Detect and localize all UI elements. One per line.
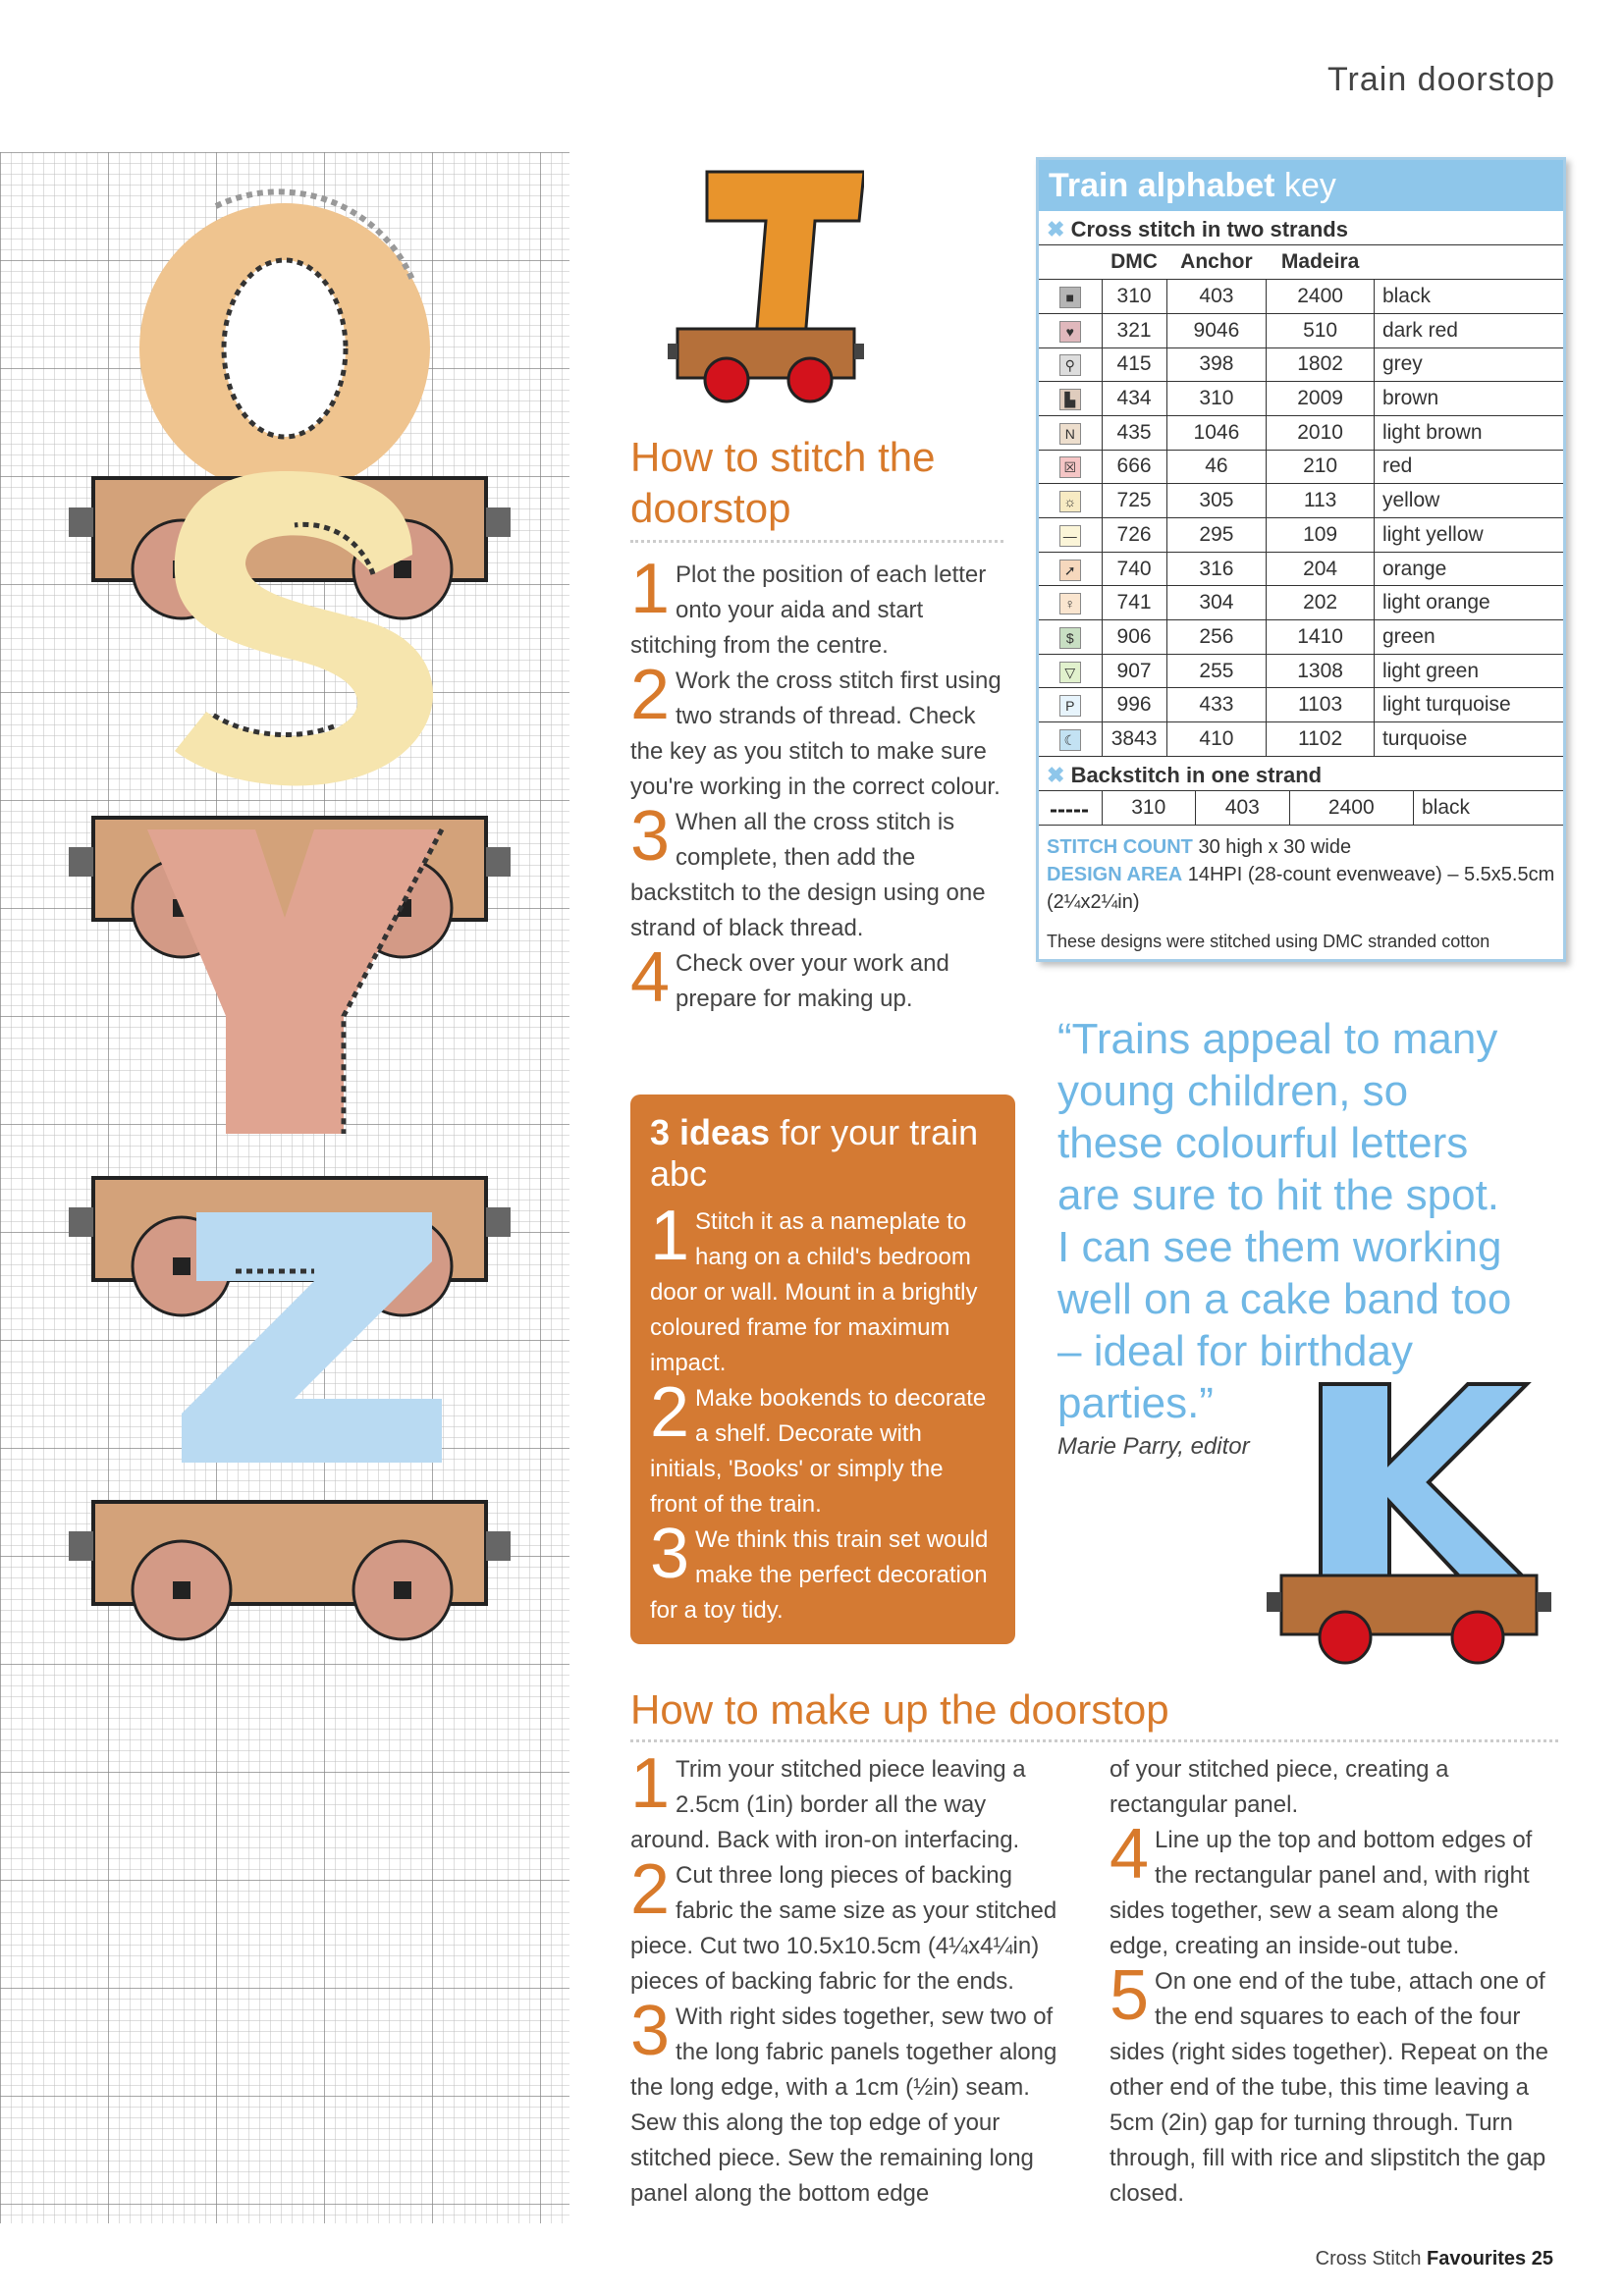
step-text: When all the cross stitch is complete, then add the backstitch to the design using one strand of black thread. xyxy=(630,809,986,941)
table-row xyxy=(1039,552,1563,586)
step-text: Work the cross stitch first using two strands of thread. Check the key as you stitch to make sure you're working in the correct colour. xyxy=(630,667,1001,800)
cell-madeira: 2400 xyxy=(1289,791,1413,826)
cell-anchor: 9046 xyxy=(1166,313,1267,347)
idea-number: 3 xyxy=(650,1515,690,1593)
cell-anchor: 433 xyxy=(1166,688,1267,722)
cell-name: yellow xyxy=(1374,484,1563,518)
cell-madeira: 1802 xyxy=(1267,347,1375,382)
table-row xyxy=(1039,313,1563,347)
train-letter-k-illustration xyxy=(1262,1364,1556,1679)
stitch-step xyxy=(630,938,1003,1017)
cell-name: light turquoise xyxy=(1374,688,1563,722)
cross-stitch-label: ✖ Cross stitch in two strands xyxy=(1039,211,1563,245)
cell-name: black xyxy=(1414,791,1563,826)
cell-madeira: 2009 xyxy=(1267,382,1375,416)
table-row xyxy=(1039,586,1563,620)
cell-dmc: 726 xyxy=(1102,518,1166,553)
cell-dmc: 310 xyxy=(1102,280,1166,314)
step-text: Plot the position of each letter onto your aida and start stitching from the centre. xyxy=(630,561,987,659)
cell-anchor: 403 xyxy=(1196,791,1290,826)
cell-name: red xyxy=(1374,450,1563,484)
cell-madeira: 2010 xyxy=(1267,415,1375,450)
step-text: Check over your work and prepare for making up. xyxy=(676,950,949,1012)
cell-name: light green xyxy=(1374,654,1563,688)
cell-anchor: 256 xyxy=(1166,620,1267,655)
makeup-step: 3 With right sides together, sew two of the long fabric panels together along the long edge, with a 1cm (½in) seam. Sew this along the top edge of your stitched piece. Sew the remaining long panel along the bottom edge xyxy=(630,1992,1057,2207)
train-letter-t-illustration xyxy=(668,162,864,417)
page-footer: Cross Stitch Favourites 25 xyxy=(1315,2248,1553,2269)
cell-madeira: 210 xyxy=(1267,450,1375,484)
cell-name: light brown xyxy=(1374,415,1563,450)
table-row xyxy=(1039,382,1563,416)
cell-name: light orange xyxy=(1374,586,1563,620)
table-row xyxy=(1039,450,1563,484)
symbol-icon: ▽ xyxy=(1039,654,1102,688)
idea-number: 1 xyxy=(650,1197,690,1275)
stitch-heading: How to stitch the doorstop xyxy=(630,434,936,531)
cell-madeira: 1308 xyxy=(1267,654,1375,688)
cell-madeira: 1103 xyxy=(1267,688,1375,722)
cell-madeira: 109 xyxy=(1267,518,1375,553)
backstitch-line-icon xyxy=(1039,791,1102,826)
cell-anchor: 310 xyxy=(1166,382,1267,416)
idea-item xyxy=(650,1373,996,1522)
cell-dmc: 741 xyxy=(1102,586,1166,620)
section-title: Train doorstop xyxy=(1327,61,1555,98)
cell-anchor: 305 xyxy=(1166,484,1267,518)
symbol-icon: P xyxy=(1039,688,1102,722)
cell-anchor: 255 xyxy=(1166,654,1267,688)
table-row xyxy=(1039,722,1563,757)
cell-name: grey xyxy=(1374,347,1563,382)
symbol-icon: ▙ xyxy=(1039,382,1102,416)
cell-name: green xyxy=(1374,620,1563,655)
table-row xyxy=(1039,654,1563,688)
pull-quote: “Trains appeal to many young children, so these colourful letters are sure to hit the spot. I can see them working well on a cake band too – ideal for birthday parties.” xyxy=(1057,1015,1512,1427)
cell-madeira: 1410 xyxy=(1267,620,1375,655)
thread-key xyxy=(1036,157,1566,962)
col-anchor: Anchor xyxy=(1166,245,1267,280)
cell-anchor: 1046 xyxy=(1166,415,1267,450)
stitch-step xyxy=(630,656,1003,805)
cell-anchor: 403 xyxy=(1166,280,1267,314)
symbol-icon: ♀ xyxy=(1039,586,1102,620)
cell-dmc: 321 xyxy=(1102,313,1166,347)
symbol-icon: — xyxy=(1039,518,1102,553)
makeup-heading: How to make up the doorstop xyxy=(630,1686,1169,1733)
table-row xyxy=(1039,791,1563,826)
idea-number: 2 xyxy=(650,1373,690,1452)
cell-name: orange xyxy=(1374,552,1563,586)
makeup-steps-right xyxy=(1110,1752,1561,2212)
chart-grid-illustration xyxy=(0,152,569,2223)
symbol-icon: ■ xyxy=(1039,280,1102,314)
cell-madeira: 2400 xyxy=(1267,280,1375,314)
cross-icon: ✖ xyxy=(1047,217,1065,241)
idea-text: Stitch it as a nameplate to hang on a child's bedroom door or wall. Mount in a brightly coloured frame for maximum impact. xyxy=(650,1208,978,1376)
symbol-icon: $ xyxy=(1039,620,1102,655)
key-footer: STITCH COUNT 30 high x 30 wide DESIGN AREA 14HPI (28-count evenweave) – 5.5x5.5cm (2¼x2¼in) These designs were stitched using DMC stranded cotton xyxy=(1039,826,1563,963)
symbol-icon: ♥ xyxy=(1039,313,1102,347)
step-number: 1 xyxy=(630,550,671,628)
cell-madeira: 510 xyxy=(1267,313,1375,347)
cell-anchor: 46 xyxy=(1166,450,1267,484)
cell-name: turquoise xyxy=(1374,722,1563,757)
cell-anchor: 410 xyxy=(1166,722,1267,757)
cell-dmc: 310 xyxy=(1102,791,1196,826)
cell-anchor: 316 xyxy=(1166,552,1267,586)
quote-author: Marie Parry, editor xyxy=(1057,1433,1250,1460)
table-row xyxy=(1039,688,1563,722)
table-row xyxy=(1039,518,1563,553)
cell-madeira: 113 xyxy=(1267,484,1375,518)
cell-name: light yellow xyxy=(1374,518,1563,553)
table-row xyxy=(1039,280,1563,314)
cell-name: dark red xyxy=(1374,313,1563,347)
symbol-icon: ⚲ xyxy=(1039,347,1102,382)
idea-item xyxy=(650,1515,996,1629)
heading-divider xyxy=(630,1739,1558,1742)
col-dmc: DMC xyxy=(1102,245,1166,280)
stitch-step xyxy=(630,797,1003,946)
step-number: 2 xyxy=(630,656,671,734)
cell-dmc: 996 xyxy=(1102,688,1166,722)
ideas-box xyxy=(630,1095,1015,1644)
symbol-icon: ☾ xyxy=(1039,722,1102,757)
cell-madeira: 1102 xyxy=(1267,722,1375,757)
table-row xyxy=(1039,347,1563,382)
cross-icon: ✖ xyxy=(1047,762,1065,787)
cross-stitch-chart xyxy=(0,152,569,2223)
idea-text: We think this train set would make the perfect decoration for a toy tidy. xyxy=(650,1526,989,1624)
makeup-step: 1 Trim your stitched piece leaving a 2.5cm (1in) border all the way around. Back with iron-on interfacing. xyxy=(630,1744,1026,1853)
cell-dmc: 907 xyxy=(1102,654,1166,688)
cell-dmc: 435 xyxy=(1102,415,1166,450)
symbol-icon: ☒ xyxy=(1039,450,1102,484)
cell-name: brown xyxy=(1374,382,1563,416)
col-madeira: Madeira xyxy=(1267,245,1375,280)
idea-item xyxy=(650,1197,996,1381)
key-note: These designs were stitched using DMC stranded cotton xyxy=(1047,932,1490,951)
cell-anchor: 398 xyxy=(1166,347,1267,382)
cell-anchor: 304 xyxy=(1166,586,1267,620)
cell-dmc: 740 xyxy=(1102,552,1166,586)
cell-dmc: 725 xyxy=(1102,484,1166,518)
cell-dmc: 3843 xyxy=(1102,722,1166,757)
cell-madeira: 202 xyxy=(1267,586,1375,620)
heading-divider xyxy=(630,540,1003,543)
makeup-step: 5 On one end of the tube, attach one of the end squares to each of the four sides (right sides together). Repeat on the other end of the tube, this time leaving a 5cm (2in) gap for turning through. Turn through, fill with rice and slipstitch the gap closed. xyxy=(1110,1956,1548,2207)
makeup-step: 4 Line up the top and bottom edges of the rectangular panel and, with right sides together, sew a seam along the edge, creating an inside-out tube. xyxy=(1110,1815,1533,1959)
cell-madeira: 204 xyxy=(1267,552,1375,586)
idea-text: Make bookends to decorate a shelf. Decorate with initials, 'Books' or simply the front of the train. xyxy=(650,1385,987,1518)
makeup-steps-left xyxy=(630,1744,1072,2212)
ideas-title: 3 ideas for your train abc xyxy=(650,1112,979,1194)
symbol-icon: N xyxy=(1039,415,1102,450)
cell-dmc: 906 xyxy=(1102,620,1166,655)
makeup-step: 2 Cut three long pieces of backing fabric the same size as your stitched piece. Cut two 10.5x10.5cm (4¼x4¼in) pieces of backing fabric for the ends. xyxy=(630,1850,1057,1995)
cell-dmc: 415 xyxy=(1102,347,1166,382)
cell-dmc: 666 xyxy=(1102,450,1166,484)
cell-dmc: 434 xyxy=(1102,382,1166,416)
table-row xyxy=(1039,415,1563,450)
backstitch-label: ✖ Backstitch in one strand xyxy=(1039,757,1563,791)
stitch-steps xyxy=(630,550,1003,1017)
stitch-step xyxy=(630,550,1003,664)
table-row xyxy=(1039,484,1563,518)
step-number: 4 xyxy=(630,938,671,1017)
symbol-icon: ☼ xyxy=(1039,484,1102,518)
symbol-icon: ➚ xyxy=(1039,552,1102,586)
makeup-continued-text: of your stitched piece, creating a rectangular panel. xyxy=(1110,1756,1449,1818)
backstitch-table xyxy=(1039,791,1563,826)
table-row xyxy=(1039,620,1563,655)
key-title: Train alphabet key xyxy=(1039,160,1563,211)
cell-anchor: 295 xyxy=(1166,518,1267,553)
cell-name: black xyxy=(1374,280,1563,314)
key-table xyxy=(1039,245,1563,757)
step-number: 3 xyxy=(630,797,671,876)
